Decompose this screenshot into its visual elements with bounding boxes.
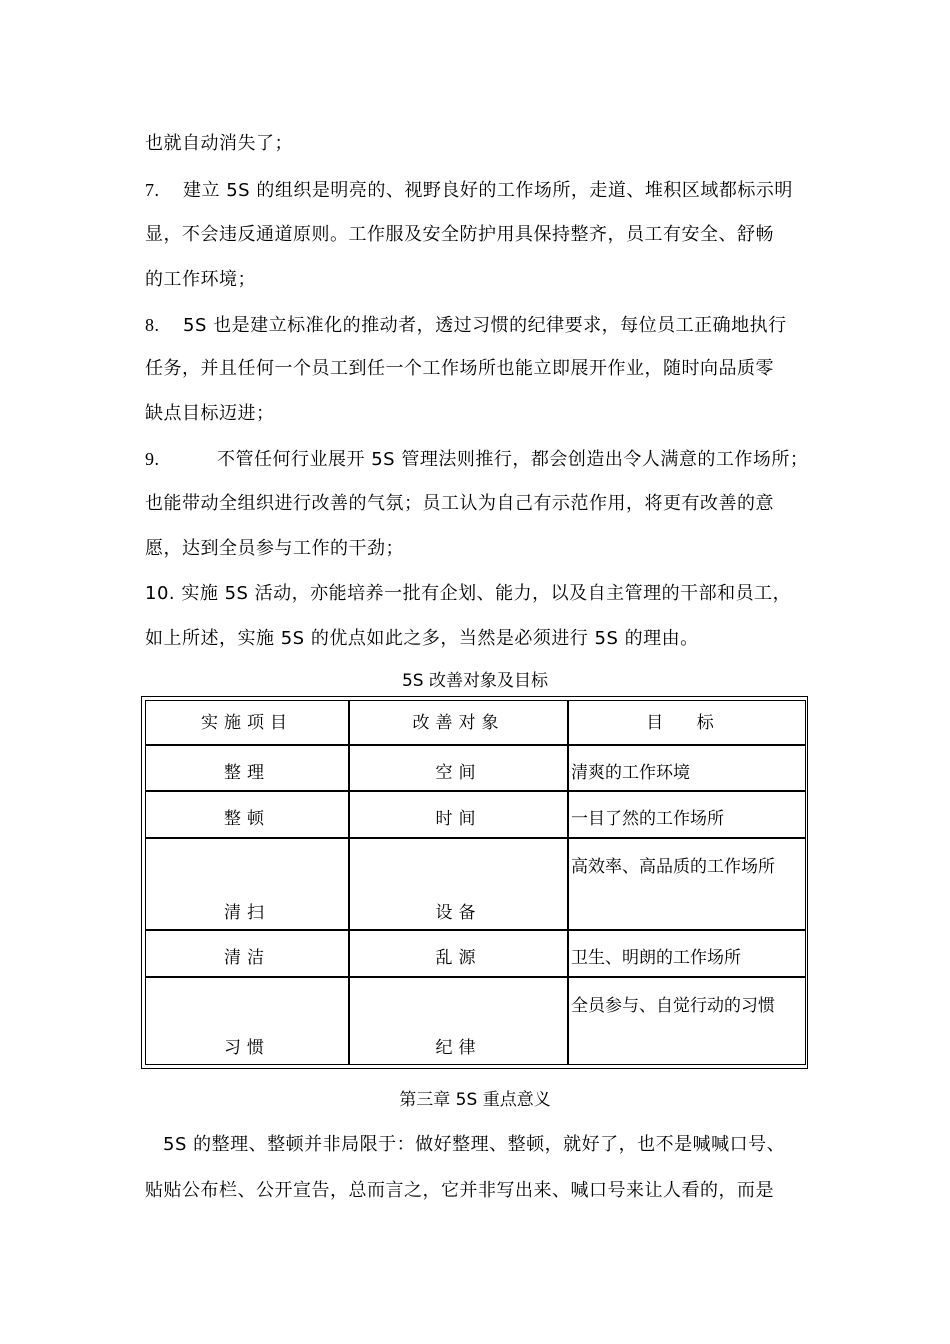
- paragraph-line: 贴贴公布栏、公开宣告，总而言之，它并非写出来、喊口号来让人看的，而是: [145, 1180, 774, 1201]
- chapter-title: 第三章 5S 重点意义: [399, 1090, 551, 1110]
- paragraph-line: 缺点目标迈进；: [145, 403, 275, 424]
- table-cell: [349, 838, 568, 930]
- item-8: [145, 314, 787, 337]
- header-goal: 目 标: [646, 713, 728, 733]
- cell-goal: 清爽的工作环境: [571, 763, 690, 783]
- item-number: 9.: [145, 449, 160, 469]
- cell-item: 整理: [224, 763, 270, 783]
- item-9: [145, 448, 808, 471]
- table-cell: [568, 745, 806, 791]
- item-10: 10. 实施 5S 活动，亦能培养一批有企划、能力，以及自主管理的干部和员工，: [145, 583, 792, 604]
- table-header-cell: [145, 700, 349, 745]
- table-cell: [568, 930, 806, 977]
- cell-object: 时间: [435, 809, 482, 829]
- improvement-table: [141, 696, 808, 1069]
- paragraph-line: 如上所述，实施 5S 的优点如此之多，当然是必须进行 5S 的理由。: [145, 628, 699, 649]
- paragraph-line: 显，不会违反通道原则。工作服及安全防护用具保持整齐，员工有安全、舒畅: [145, 224, 774, 245]
- table-row: [145, 791, 349, 838]
- table-cell: [568, 977, 806, 1065]
- table-header-cell: [568, 700, 806, 745]
- table-cell: [349, 977, 568, 1065]
- table-cell: [568, 791, 806, 838]
- cell-item: 整顿: [224, 809, 270, 829]
- header-object: 改善对象: [412, 713, 505, 733]
- paragraph-line: 任务，并且任何一个员工到任一个工作场所也能立即展开作业，随时向品质零: [145, 358, 774, 379]
- table-cell: [349, 791, 568, 838]
- table-row: [145, 745, 349, 791]
- paragraph-line: 也就自动消失了；: [145, 133, 293, 154]
- table-cell: [349, 930, 568, 977]
- cell-goal: 卫生、明朗的工作场所: [571, 948, 741, 968]
- table-header-cell: [349, 700, 568, 745]
- cell-object: 纪律: [435, 1038, 482, 1058]
- item-number: 8.: [145, 315, 160, 335]
- item-7: [145, 179, 793, 202]
- paragraph-line: 5S 的整理、整顿并非局限于：做好整理、整顿，就好了，也不是喊喊口号、: [163, 1134, 786, 1155]
- cell-goal: 一目了然的工作场所: [571, 809, 724, 829]
- paragraph-line: 不管任何行业展开 5S 管理法则推行，都会创造出令人满意的工作场所；: [217, 449, 809, 470]
- cell-object: 乱源: [435, 948, 482, 968]
- cell-item: 清洁: [224, 948, 270, 968]
- paragraph-line: 愿，达到全员参与工作的干劲；: [145, 538, 404, 559]
- item-number: 7.: [145, 180, 160, 200]
- table-caption: 5S 改善对象及目标: [401, 671, 548, 691]
- cell-item: 清扫: [224, 903, 270, 923]
- paragraph-line: 的工作环境；: [145, 269, 256, 290]
- cell-object: 空间: [435, 763, 482, 783]
- cell-goal: 全员参与、自觉行动的习惯: [571, 996, 775, 1016]
- table-cell: [349, 745, 568, 791]
- table-row: [145, 977, 349, 1065]
- table-row: [145, 838, 349, 930]
- paragraph-line: 也能带动全组织进行改善的气氛；员工认为自己有示范作用，将更有改善的意: [145, 493, 774, 514]
- cell-item: 习惯: [224, 1038, 270, 1058]
- paragraph-line: 5S 也是建立标准化的推动者，透过习惯的纪律要求，每位员工正确地执行: [183, 315, 787, 336]
- table-row: [145, 930, 349, 977]
- cell-object: 设备: [435, 903, 482, 923]
- header-item: 实施项目: [201, 713, 293, 733]
- table-cell: [568, 838, 806, 930]
- paragraph-line: 建立 5S 的组织是明亮的、视野良好的工作场所，走道、堆积区域都标示明: [183, 180, 793, 201]
- cell-goal: 高效率、高品质的工作场所: [571, 857, 775, 877]
